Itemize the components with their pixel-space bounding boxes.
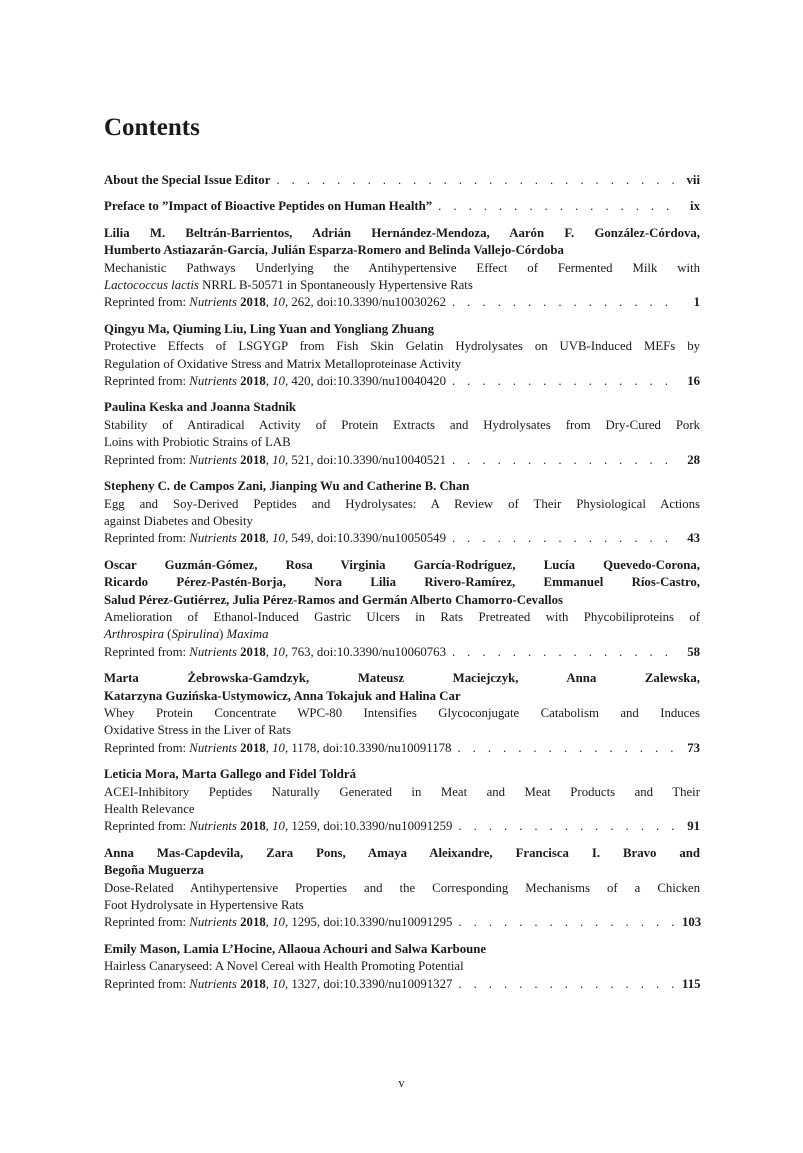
entry-page-number: 103 <box>682 915 702 930</box>
entry-title: Mechanistic Pathways Underlying the Antihypertensive Effect of Fermented Milk with <box>104 260 700 275</box>
entry-title: Egg and Soy-Derived Peptides and Hydrolysates: A Review of Their Physiological Actions <box>104 496 700 511</box>
toc-entry <box>104 478 700 548</box>
entry-page-number: 115 <box>682 976 701 991</box>
reprint-line[interactable] <box>104 294 700 311</box>
entry-title: Dose-Related Antihypertensive Properties and the Corresponding Mechanisms of a Chicken <box>104 880 700 895</box>
entry-authors: Katarzyna Guzińska-Ustymowicz, Anna Tokajuk and Halina Car <box>104 688 461 703</box>
entry-authors: Stepheny C. de Campos Zani, Jianping Wu and Catherine B. Chan <box>104 479 470 494</box>
volume: 10 <box>272 976 285 991</box>
page-number: v <box>398 1076 405 1090</box>
reprint-citation: Reprinted from: Nutrients 2018, 10, 763, doi:10.3390/nu10060763 <box>104 644 446 659</box>
leader-dots <box>438 198 676 215</box>
entry-title: Amelioration of Ethanol-Induced Gastric Ulcers in Rats Pretreated with Phycobiliproteins of <box>104 609 700 624</box>
reprint-citation: Reprinted from: Nutrients 2018, 10, 521, doi:10.3390/nu10040521 <box>104 452 446 467</box>
entry-page-number: 43 <box>687 531 700 546</box>
reprint-line[interactable] <box>104 818 700 835</box>
volume: 10 <box>272 452 285 467</box>
leader-dots <box>452 530 676 547</box>
journal-name: Nutrients <box>189 976 237 991</box>
toc-entry <box>104 670 700 757</box>
reprint-citation: Reprinted from: Nutrients 2018, 10, 262, doi:10.3390/nu10030262 <box>104 295 446 310</box>
page-title: Contents <box>104 114 200 141</box>
entry-page-number: ix <box>690 199 700 214</box>
leader-dots <box>452 452 676 469</box>
entry-authors: Marta Żebrowska-Gamdzyk, Mateusz Maciejczyk, Anna Zalewska, <box>104 671 700 686</box>
species-name: Arthrospira <box>104 627 164 642</box>
reprint-citation: Reprinted from: Nutrients 2018, 10, 1178, doi:10.3390/nu10091178 <box>104 740 452 755</box>
entry-authors: Paulina Keska and Joanna Stadnik <box>104 400 297 415</box>
toc-entry <box>104 321 700 391</box>
entry-title: against Diabetes and Obesity <box>104 513 253 528</box>
entry-page-number: 58 <box>687 644 700 659</box>
toc-entry <box>104 172 700 189</box>
journal-name: Nutrients <box>189 915 237 930</box>
entry-title: Hairless Canaryseed: A Novel Cereal with Health Promoting Potential <box>104 959 464 974</box>
toc-entry <box>104 399 700 469</box>
volume: 10 <box>272 644 285 659</box>
leader-dots <box>457 740 676 757</box>
entry-page-number: 1 <box>693 295 700 310</box>
year: 2018 <box>240 374 266 389</box>
entry-label: About the Special Issue Editor <box>104 173 271 187</box>
journal-name: Nutrients <box>189 374 237 389</box>
entry-authors: Oscar Guzmán-Gómez, Rosa Virginia García-Rodríguez, Lucía Quevedo-Corona, <box>104 557 700 572</box>
reprint-citation: Reprinted from: Nutrients 2018, 10, 1259, doi:10.3390/nu10091259 <box>104 819 453 834</box>
entry-title: Stability of Antiradical Activity of Protein Extracts and Hydrolysates from Dry-Cured Pork <box>104 417 700 432</box>
entry-title: Whey Protein Concentrate WPC-80 Intensifies Glycoconjugate Catabolism and Induces <box>104 705 700 720</box>
leader-dots <box>458 914 676 931</box>
toc-line[interactable] <box>104 198 700 215</box>
reprint-line[interactable] <box>104 976 700 993</box>
entry-authors: Emily Mason, Lamia L’Hocine, Allaoua Achouri and Salwa Karboune <box>104 941 487 956</box>
entry-authors: Anna Mas-Capdevila, Zara Pons, Amaya Aleixandre, Francisca I. Bravo and <box>104 845 700 860</box>
volume: 10 <box>272 531 285 546</box>
year: 2018 <box>240 819 266 834</box>
journal-name: Nutrients <box>189 740 237 755</box>
entry-label: Preface to ”Impact of Bioactive Peptides on Human Health” <box>104 199 433 214</box>
species-name: Lactococcus lactis <box>104 278 199 293</box>
entry-title: Lactococcus lactis NRRL B-50571 in Spontaneously Hypertensive Rats <box>104 278 473 293</box>
reprint-line[interactable] <box>104 914 700 931</box>
journal-name: Nutrients <box>189 531 237 546</box>
entry-authors: Ricardo Pérez-Pastén-Borja, Nora Lilia Rivero-Ramírez, Emmanuel Ríos-Castro, <box>104 575 700 590</box>
leader-dots <box>276 172 676 189</box>
year: 2018 <box>240 976 266 991</box>
entry-authors: Leticia Mora, Marta Gallego and Fidel Toldrá <box>104 767 357 782</box>
leader-dots <box>458 976 676 993</box>
year: 2018 <box>240 740 266 755</box>
year: 2018 <box>240 452 266 467</box>
entry-authors: Begoña Muguerza <box>104 863 204 878</box>
entry-title: Protective Effects of LSGYGP from Fish Skin Gelatin Hydrolysates on UVB-Induced MEFs by <box>104 339 700 354</box>
leader-dots <box>452 294 676 311</box>
entry-page-number: 16 <box>687 374 700 389</box>
entry-title: Arthrospira (Spirulina) Maxima <box>104 627 269 642</box>
entry-title: Foot Hydrolysate in Hypertensive Rats <box>104 898 304 913</box>
entry-title: Regulation of Oxidative Stress and Matrix Metalloproteinase Activity <box>104 356 462 371</box>
reprint-line[interactable] <box>104 644 700 661</box>
reprint-citation: Reprinted from: Nutrients 2018, 10, 549, doi:10.3390/nu10050549 <box>104 531 446 546</box>
journal-name: Nutrients <box>189 452 237 467</box>
journal-name: Nutrients <box>189 644 237 659</box>
reprint-citation: Reprinted from: Nutrients 2018, 10, 1295, doi:10.3390/nu10091295 <box>104 915 453 930</box>
entry-page-number: 91 <box>687 819 700 834</box>
entry-authors: Salud Pérez-Gutiérrez, Julia Pérez-Ramos and Germán Alberto Chamorro-Cevallos <box>104 592 563 607</box>
entry-page-number: 73 <box>687 740 700 755</box>
entry-authors: Lilia M. Beltrán-Barrientos, Adrián Hernández-Mendoza, Aarón F. González-Córdova, <box>104 225 700 240</box>
year: 2018 <box>240 644 266 659</box>
entry-page-number: 28 <box>687 452 700 467</box>
volume: 10 <box>272 374 285 389</box>
entry-title: Loins with Probiotic Strains of LAB <box>104 435 291 450</box>
reprint-citation: Reprinted from: Nutrients 2018, 10, 420, doi:10.3390/nu10040420 <box>104 374 446 389</box>
toc-entry <box>104 941 700 993</box>
entry-title: Health Relevance <box>104 802 195 816</box>
toc-entry <box>104 198 700 215</box>
entry-title: Oxidative Stress in the Liver of Rats <box>104 723 291 738</box>
volume: 10 <box>272 295 285 310</box>
journal-name: Nutrients <box>189 295 237 310</box>
volume: 10 <box>272 915 285 930</box>
entry-title: ACEI-Inhibitory Peptides Naturally Generated in Meat and Meat Products and Their <box>104 784 700 799</box>
reprint-line[interactable] <box>104 530 700 547</box>
journal-name: Nutrients <box>189 819 237 834</box>
entry-authors: Humberto Astiazarán-García, Julián Esparza-Romero and Belinda Vallejo-Córdoba <box>104 243 564 258</box>
entry-page-number: vii <box>686 173 700 187</box>
toc-entry <box>104 557 700 661</box>
reprint-citation: Reprinted from: Nutrients 2018, 10, 1327, doi:10.3390/nu10091327 <box>104 976 453 991</box>
table-of-contents <box>104 172 700 993</box>
year: 2018 <box>240 531 266 546</box>
leader-dots <box>458 818 676 835</box>
toc-line[interactable] <box>104 172 700 189</box>
toc-entry <box>104 225 700 312</box>
leader-dots <box>452 373 676 390</box>
reprint-line[interactable] <box>104 452 700 469</box>
reprint-line[interactable] <box>104 740 700 757</box>
year: 2018 <box>240 915 266 930</box>
species-name: Maxima <box>226 627 269 642</box>
year: 2018 <box>240 295 266 310</box>
leader-dots <box>452 644 676 661</box>
volume: 10 <box>272 819 285 834</box>
toc-entry <box>104 766 700 836</box>
volume: 10 <box>272 740 285 755</box>
species-name: Spirulina <box>171 627 220 642</box>
reprint-line[interactable] <box>104 373 700 390</box>
toc-entry <box>104 845 700 932</box>
entry-authors: Qingyu Ma, Qiuming Liu, Ling Yuan and Yongliang Zhuang <box>104 321 435 336</box>
